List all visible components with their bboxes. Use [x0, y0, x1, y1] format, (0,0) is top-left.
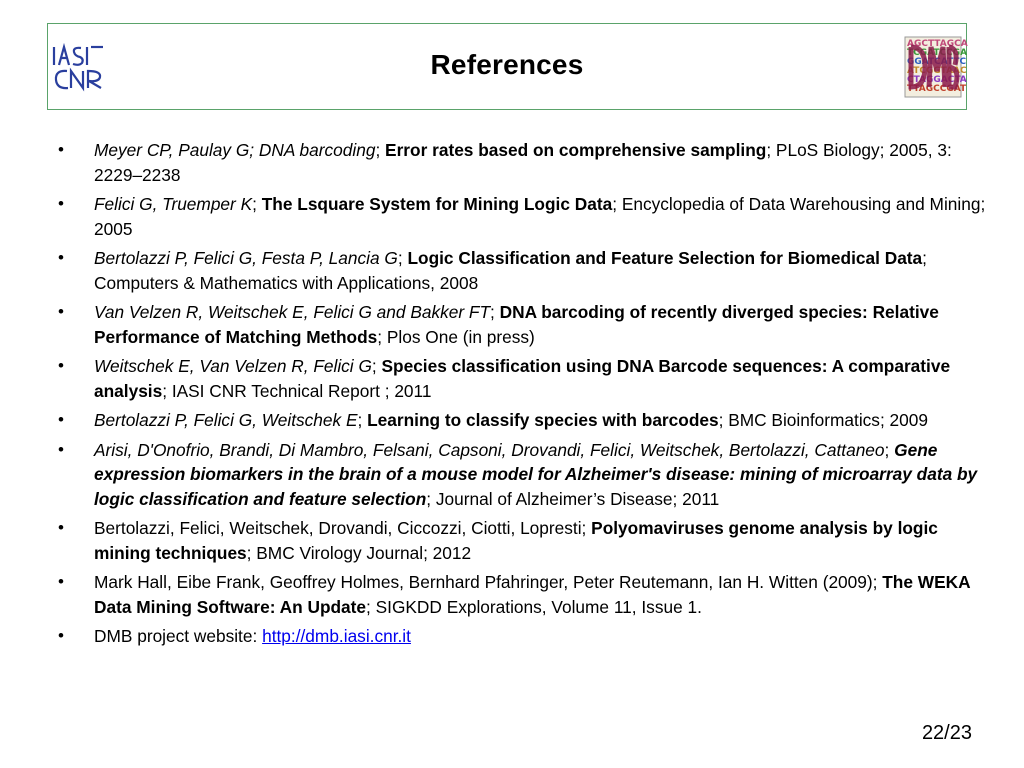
ref-authors: Weitschek E, Van Velzen R, Felici G	[94, 356, 372, 376]
reference-item	[58, 354, 988, 403]
svg-text:TTAGCCGAT: TTAGCCGAT	[907, 84, 967, 94]
reference-item	[58, 516, 988, 565]
ref-authors: Meyer CP, Paulay G; DNA barcoding	[94, 140, 376, 160]
ref-separator: ;	[252, 194, 262, 214]
ref-title: DNA barcoding of recently diverged species: Relative Performance of Matching Methods	[94, 302, 939, 347]
ref-source: ; Computers & Mathematics with Applications, 2008	[94, 248, 927, 293]
dmb-logo	[905, 37, 968, 97]
ref-title: The Lsquare System for Mining Logic Data	[261, 194, 613, 214]
ref-authors: Arisi, D'Onofrio, Brandi, Di Mambro, Felsani, Capsoni, Drovandi, Felici, Weitschek, Bertolazzi, Cattaneo	[94, 439, 885, 460]
website-label: DMB project website:	[94, 626, 263, 646]
ref-source: ; PLoS Biology; 2005, 3: 2229–2238	[94, 140, 952, 185]
ref-authors: Van Velzen R, Weitschek E, Felici G and Bakker FT	[94, 302, 491, 322]
project-website-link[interactable]: http://dmb.iasi.cnr.it	[262, 626, 411, 646]
ref-title: Polyomaviruses genome analysis by logic mining techniques	[94, 518, 938, 563]
reference-list	[58, 138, 988, 654]
ref-source: ; BMC Bioinformatics; 2009	[718, 410, 928, 430]
svg-text:TCGATCCGA: TCGATCCGA	[907, 48, 968, 58]
svg-text:GGATCATTC: GGATCATTC	[907, 57, 967, 67]
reference-item	[58, 246, 988, 295]
ref-title: Species classification using DNA Barcode sequences: A comparative analysis	[94, 356, 951, 401]
ref-separator: ;	[357, 410, 368, 430]
bullet: •	[58, 518, 64, 537]
ref-authors: Bertolazzi P, Felici G, Weitschek E	[94, 410, 358, 430]
ref-authors: Felici G, Truemper K	[94, 194, 253, 214]
ref-title: Learning to classify species with barcodes	[367, 410, 719, 430]
page-title: References	[430, 49, 584, 80]
ref-authors: Bertolazzi, Felici, Weitschek, Drovandi, Ciccozzi, Ciotti, Lopresti;	[94, 518, 592, 538]
bullet: •	[58, 572, 64, 591]
bullet: •	[58, 248, 64, 267]
ref-authors: Mark Hall, Eibe Frank, Geoffrey Holmes, Bernhard Pfahringer, Peter Reutemann, Ian H. Witten (2009);	[94, 572, 883, 592]
ref-title: Error rates based on comprehensive sampling	[385, 140, 767, 160]
reference-item	[58, 624, 988, 649]
svg-text:CTAGGACTA: CTAGGACTA	[907, 75, 967, 85]
reference-item	[58, 570, 988, 619]
header-frame	[47, 23, 967, 110]
ref-source: ; BMC Virology Journal; 2012	[246, 542, 472, 563]
ref-title: Gene expression biomarkers in the brain of a mouse model for Alzheimer's disease: mining of microarray data by logic classification and feature selection	[94, 439, 978, 509]
ref-title: Logic Classification and Feature Selection for Biomedical Data	[407, 248, 923, 268]
ref-separator: ;	[375, 140, 386, 160]
bullet: •	[58, 626, 64, 645]
svg-text:ATCGGTAAC: ATCGGTAAC	[907, 66, 967, 76]
ref-separator: ;	[397, 248, 408, 268]
svg-text:AGCTTAGCA: AGCTTAGCA	[907, 39, 968, 49]
ref-separator: ;	[884, 439, 895, 460]
ref-separator: ;	[490, 302, 500, 322]
ref-title: The WEKA Data Mining Software: An Update	[94, 572, 970, 617]
reference-item	[58, 438, 988, 512]
reference-item	[58, 408, 988, 433]
page-number: 22/23	[921, 722, 972, 744]
ref-source: ; Plos One (in press)	[377, 326, 535, 347]
reference-item	[58, 192, 988, 241]
ref-source: ; IASI CNR Technical Report ; 2011	[162, 380, 432, 401]
ref-separator: ;	[371, 356, 382, 376]
bullet: •	[58, 356, 64, 375]
ref-source: ; SIGKDD Explorations, Volume 11, Issue 1.	[366, 596, 702, 617]
bullet: •	[58, 194, 64, 213]
ref-source: ; Encyclopedia of Data Warehousing and Mining; 2005	[94, 194, 986, 239]
ref-authors: Bertolazzi P, Felici G, Festa P, Lancia G	[94, 248, 398, 268]
bullet: •	[58, 410, 64, 429]
bullet: •	[58, 439, 64, 459]
bullet: •	[58, 140, 64, 159]
ref-source: ; Journal of Alzheimer’s Disease; 2011	[426, 488, 720, 509]
reference-item	[58, 138, 988, 187]
reference-item	[58, 300, 988, 349]
bullet: •	[58, 302, 64, 321]
